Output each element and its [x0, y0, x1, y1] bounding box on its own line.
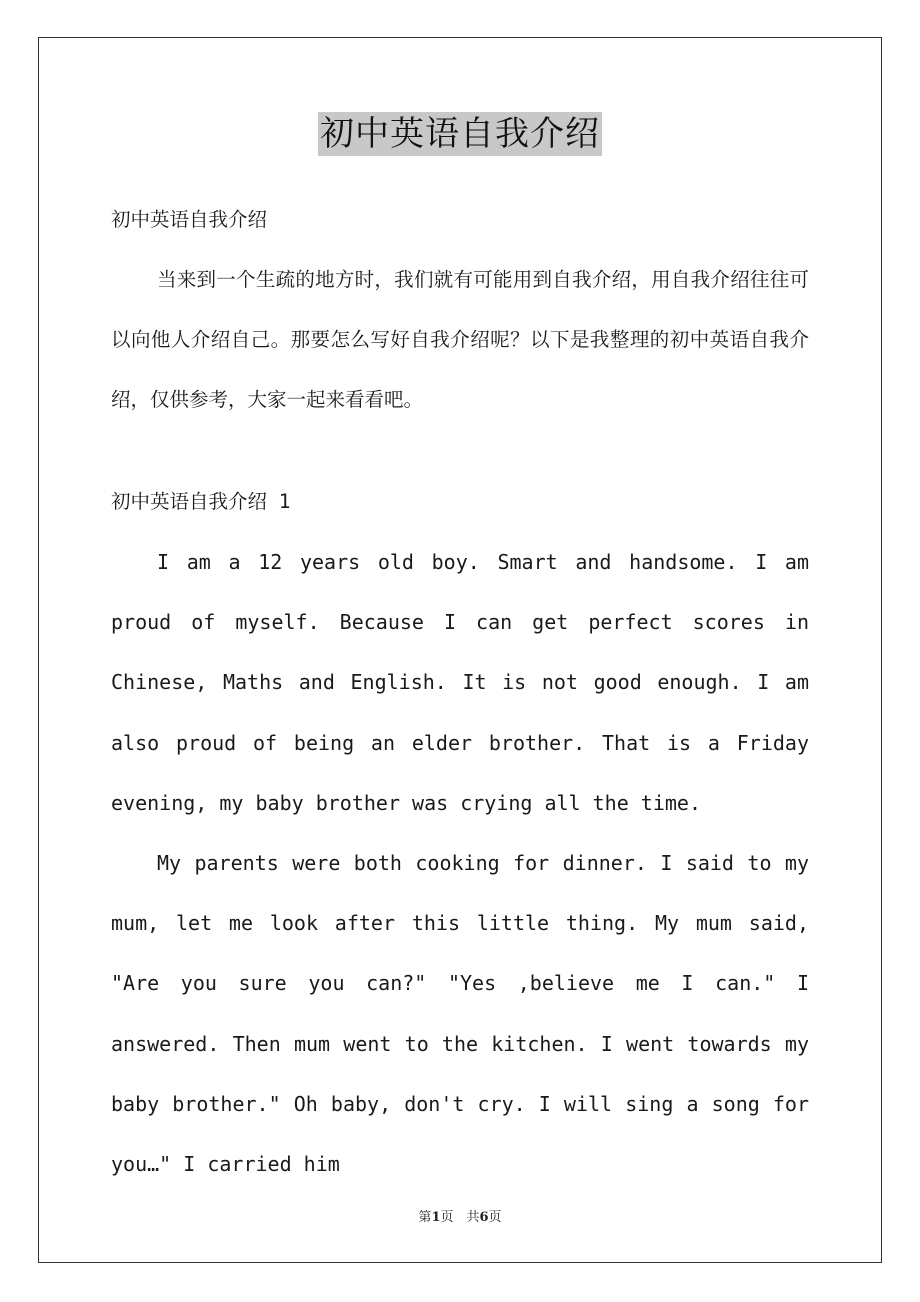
page-footer	[0, 1206, 920, 1225]
footer-page-suffix: 页	[488, 1210, 502, 1225]
section-spacer	[111, 430, 809, 472]
document-body	[111, 190, 809, 1194]
intro-paragraph: 当来到一个生疏的地方时，我们就有可能用到自我介绍，用自我介绍往往可以向他人介绍自己。那要怎么写好自我介绍呢？以下是我整理的初中英语自我介绍，仅供参考，大家一起来看看吧。	[111, 268, 809, 411]
footer-page-mid: 页 共	[440, 1210, 480, 1225]
title-container	[0, 112, 920, 156]
footer-page-prefix: 第	[418, 1210, 432, 1225]
document-title: 初中英语自我介绍	[320, 114, 600, 154]
footer-current-page: 1	[431, 1210, 441, 1225]
body-paragraph-1: I am a 12 years old boy. Smart and handsome. I am proud of myself. Because I can get perfect scores in Chinese, Maths and English. It is not good enough. I am also proud of being an elder brother. That is a Friday evening, my baby brother was crying all the time.	[111, 550, 809, 815]
footer-total-pages: 6	[479, 1210, 489, 1225]
body-paragraph-2: My parents were both cooking for dinner. I said to my mum, let me look after this little thing. My mum said, "Are you sure you can?" "Yes ,believe me I can." I answered. Then mum went to the kitchen. I went towards my baby brother." Oh baby, don't cry. I will sing a song for you…" I carried him	[111, 851, 809, 1177]
intro-heading: 初中英语自我介绍	[111, 208, 268, 231]
section-heading: 初中英语自我介绍 1	[111, 490, 291, 513]
